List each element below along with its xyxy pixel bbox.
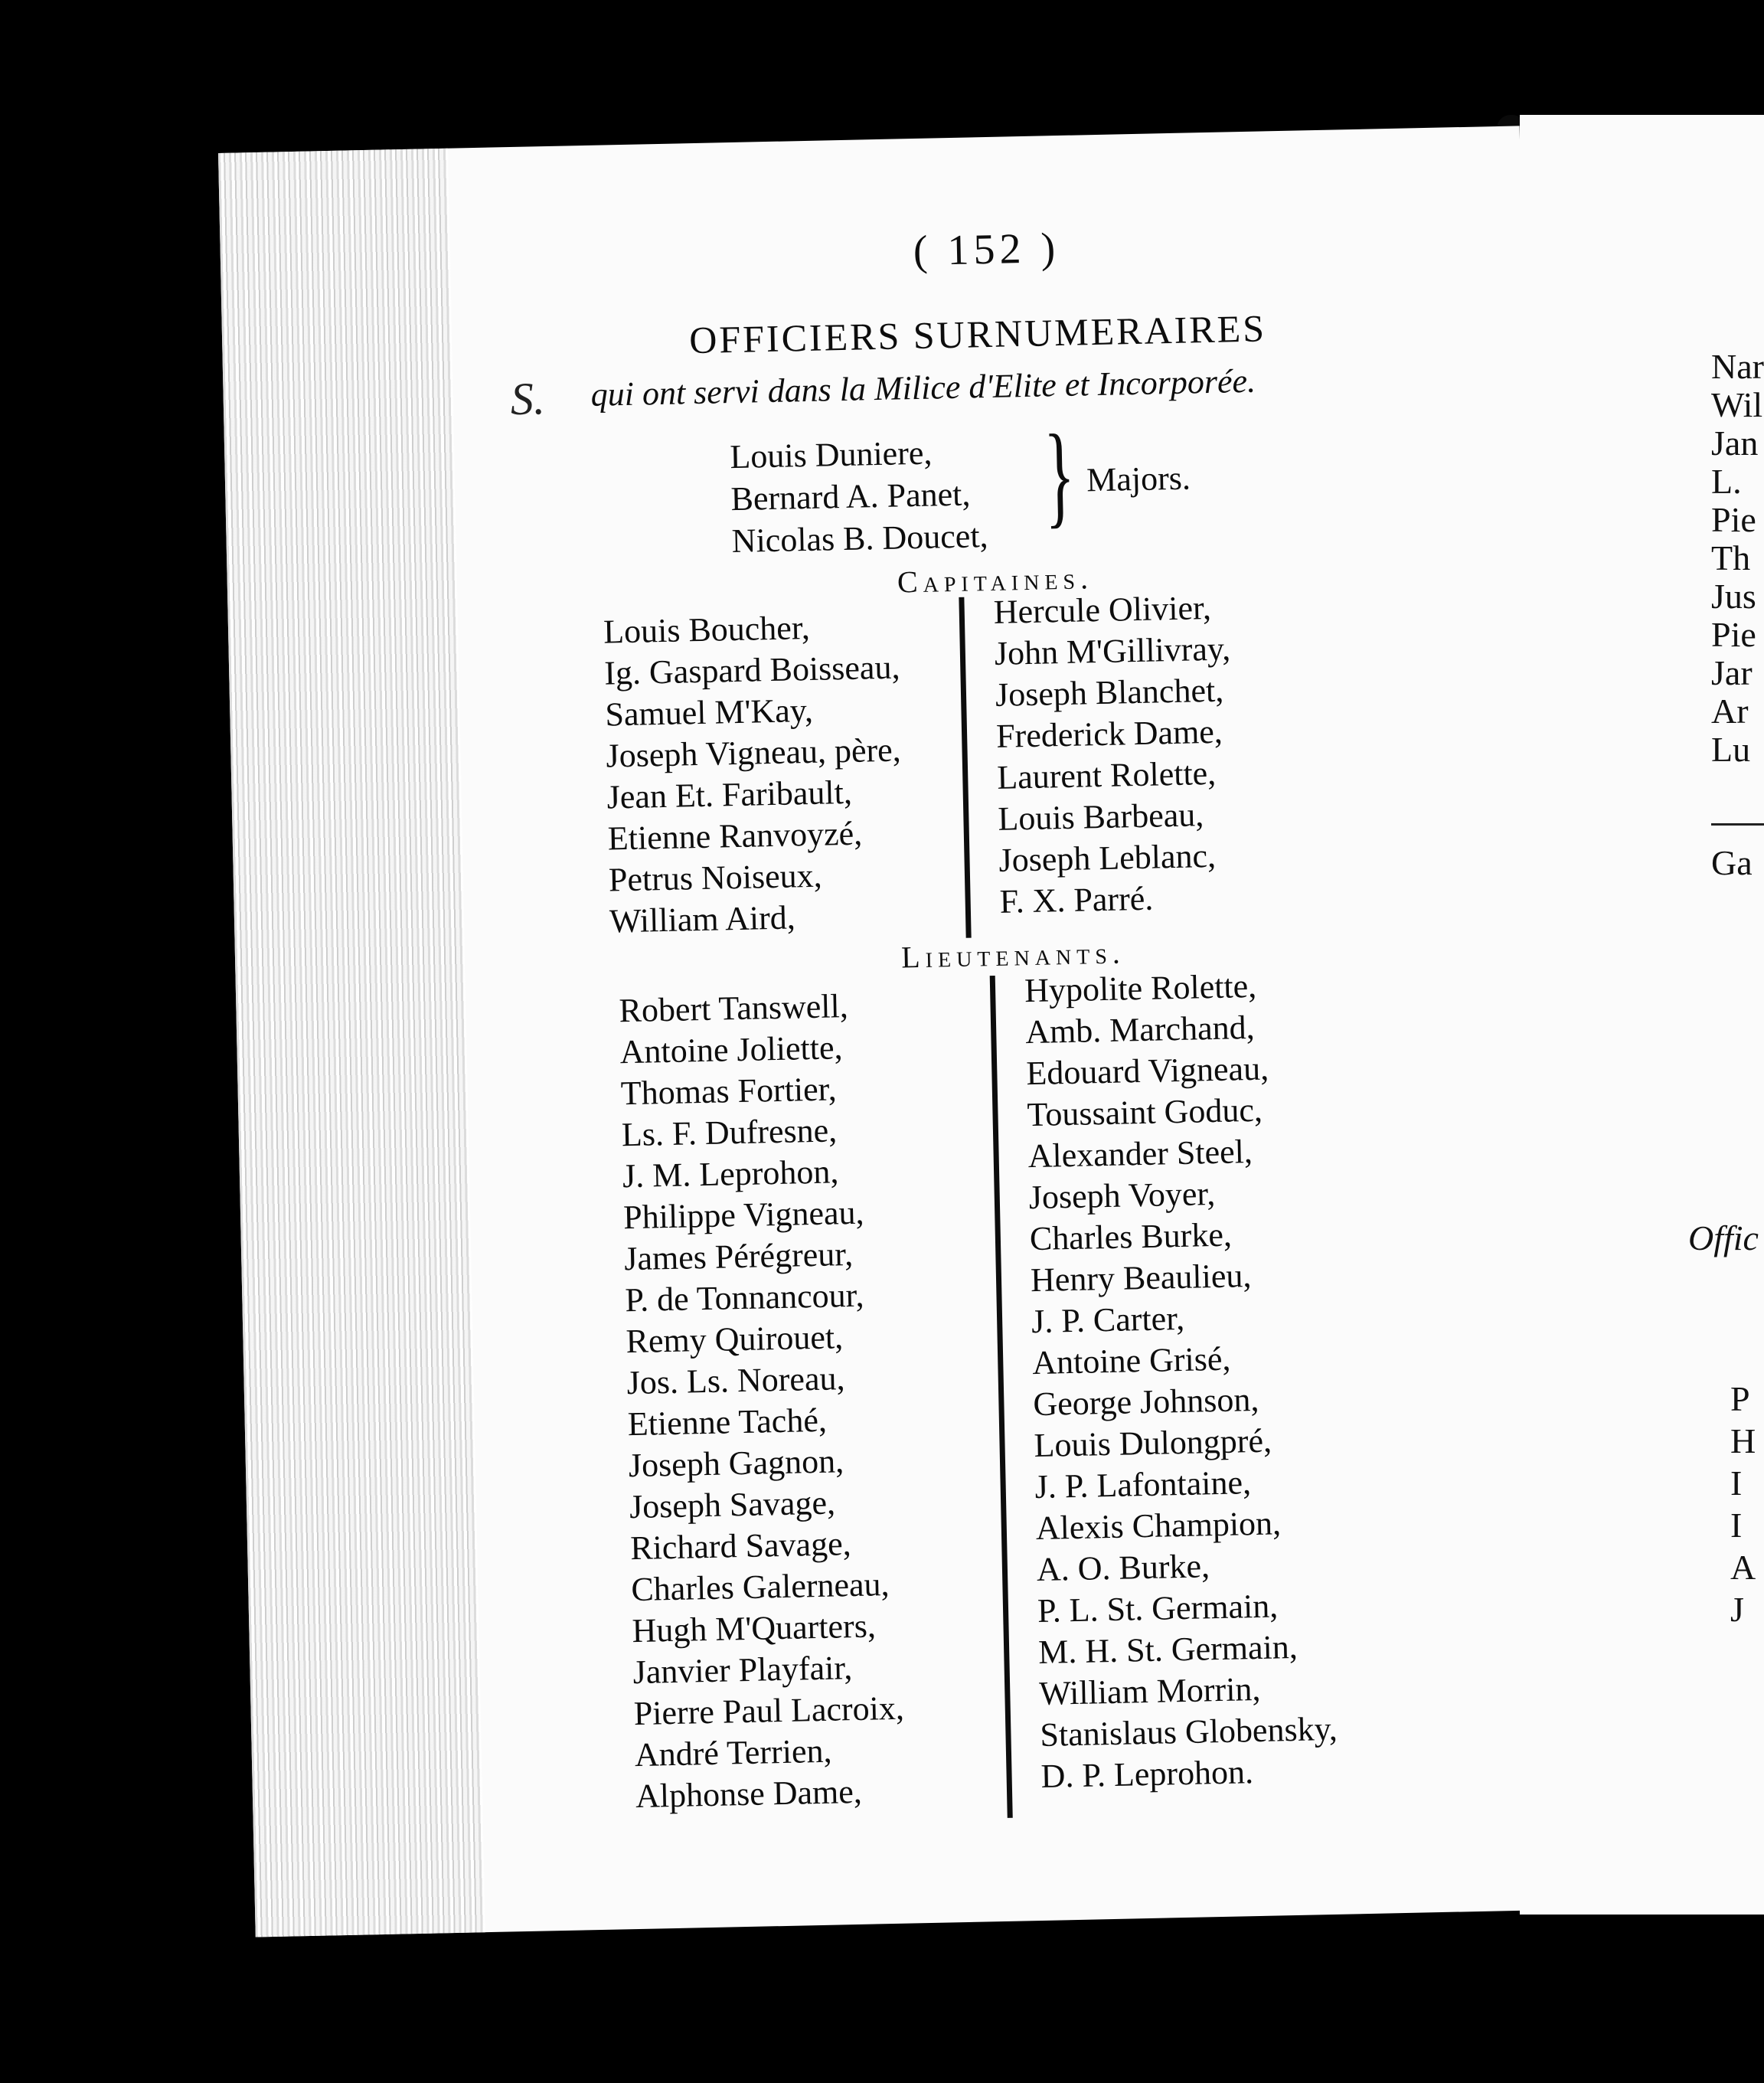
page-subheading: qui ont servi dans la Milice d'Elite et Incorporée. — [590, 361, 1256, 414]
lieutenant-name: Edouard Vigneau, — [1025, 1049, 1269, 1093]
lieutenant-name: Thomas Fortier, — [620, 1070, 838, 1113]
lieutenant-name: Alexander Steel, — [1027, 1133, 1253, 1176]
right-page-fragment: Ar — [1711, 692, 1749, 731]
handwritten-margin-note: S. — [510, 373, 546, 425]
lieutenant-name: Richard Savage, — [629, 1525, 852, 1568]
lieutenant-name: Robert Tanswell, — [619, 987, 849, 1030]
right-page — [1520, 115, 1764, 1915]
capitaine-name: F. X. Parré. — [999, 879, 1154, 921]
right-page-fragment: Jar — [1711, 653, 1753, 692]
major-name: Bernard A. Panet, — [730, 475, 971, 518]
capitaine-name: John M'Gillivray, — [994, 629, 1231, 672]
column-divider — [990, 976, 1013, 1818]
majors-label: Majors. — [1086, 459, 1191, 499]
capitaine-name: Ig. Gaspard Boisseau, — [603, 648, 900, 692]
book-page — [218, 126, 1557, 1937]
lieutenant-name: M. H. St. Germain, — [1037, 1627, 1298, 1671]
lieutenant-name: Alphonse Dame, — [635, 1772, 863, 1816]
section-title-capitaines: Capitaines. — [897, 561, 1094, 600]
lieutenant-name: A. O. Burke, — [1036, 1547, 1210, 1589]
page-heading: OFFICIERS SURNUMERAIRES — [688, 306, 1267, 362]
capitaine-name: Laurent Rolette, — [996, 754, 1217, 796]
lieutenant-name: Joseph Voyer, — [1028, 1175, 1216, 1217]
lieutenant-name: Jos. Ls. Noreau, — [626, 1359, 845, 1402]
lieutenant-name: Toussaint Goduc, — [1027, 1091, 1263, 1134]
right-page-fragment: Th — [1711, 538, 1751, 577]
lieutenant-name: Henry Beaulieu, — [1030, 1257, 1252, 1300]
right-page-fragment: L. — [1711, 462, 1742, 501]
right-page-fragment: Ga — [1711, 843, 1753, 882]
right-page-fragment: Wil — [1711, 385, 1763, 424]
lieutenant-name: P. de Tonnancour, — [624, 1276, 865, 1319]
column-divider — [959, 597, 971, 938]
major-name: Louis Duniere, — [729, 433, 933, 476]
right-page-fragment: A — [1730, 1548, 1756, 1587]
lieutenant-name: J. M. Leprohon, — [622, 1153, 839, 1195]
curly-brace-icon: } — [1043, 410, 1076, 539]
lieutenant-name: Antoine Joliette, — [619, 1028, 843, 1071]
lieutenant-name: P. L. St. Germain, — [1037, 1587, 1279, 1630]
right-page-fragment: Offic — [1688, 1218, 1759, 1257]
lieutenant-name: Hugh M'Quarters, — [632, 1607, 877, 1650]
lieutenant-name: Remy Quirouet, — [626, 1318, 844, 1361]
lieutenant-name: Charles Burke, — [1029, 1215, 1233, 1258]
lieutenant-name: Antoine Grisé, — [1031, 1339, 1231, 1382]
lieutenant-name: J. P. Carter, — [1031, 1299, 1185, 1341]
lieutenant-name: Janvier Playfair, — [632, 1649, 853, 1692]
lieutenant-name: George Johnson, — [1032, 1380, 1259, 1424]
lieutenant-name: Stanislaus Globensky, — [1039, 1709, 1338, 1754]
lieutenant-name: Etienne Taché, — [627, 1401, 828, 1444]
right-page-fragment: I — [1730, 1463, 1743, 1503]
lieutenant-name: Joseph Savage, — [629, 1483, 836, 1526]
capitaine-name: Joseph Vigneau, père, — [606, 731, 902, 775]
right-page-fragment: Nar — [1711, 347, 1764, 386]
page-number: ( 152 ) — [913, 224, 1060, 276]
lieutenant-name: Hypolite Rolette, — [1024, 966, 1257, 1010]
section-title-lieutenants: Lieutenants. — [900, 935, 1126, 975]
lieutenant-name: William Morrin, — [1038, 1669, 1261, 1712]
lieutenant-name: Charles Galerneau, — [630, 1565, 890, 1609]
capitaine-name: Louis Boucher, — [603, 608, 811, 651]
right-page-fragment: Pie — [1711, 615, 1756, 654]
lieutenant-name: Amb. Marchand, — [1024, 1008, 1256, 1051]
page-edge — [218, 149, 485, 1937]
capitaine-name: Frederick Dame, — [995, 712, 1223, 755]
right-page-fragment: J — [1730, 1590, 1744, 1629]
right-page-fragment: Pie — [1711, 500, 1756, 539]
capitaine-name: William Aird, — [609, 898, 796, 940]
right-page-fragment: H — [1730, 1421, 1756, 1460]
capitaine-name: Jean Et. Faribault, — [606, 773, 853, 816]
lieutenant-name: J. P. Lafontaine, — [1034, 1463, 1252, 1506]
right-page-rule — [1711, 823, 1764, 826]
major-name: Nicolas B. Doucet, — [731, 517, 989, 561]
right-page-fragment: Jus — [1711, 577, 1756, 616]
lieutenant-name: André Terrien, — [634, 1731, 832, 1774]
lieutenant-name: Ls. F. Dufresne, — [621, 1111, 838, 1154]
capitaine-name: Samuel M'Kay, — [604, 691, 814, 734]
capitaine-name: Etienne Ranvoyzé, — [607, 814, 863, 858]
capitaine-name: Joseph Blanchet, — [995, 671, 1224, 714]
lieutenant-name: James Pérégreur, — [623, 1234, 854, 1278]
right-page-fragment: P — [1730, 1379, 1750, 1418]
lieutenant-name: Joseph Gagnon, — [628, 1442, 844, 1485]
right-page-fragment: Lu — [1711, 730, 1751, 769]
lieutenant-name: Alexis Champion, — [1035, 1504, 1282, 1548]
right-page-fragment: I — [1730, 1506, 1743, 1545]
capitaine-name: Louis Barbeau, — [997, 796, 1204, 838]
lieutenant-name: Pierre Paul Lacroix, — [633, 1689, 905, 1733]
right-page-fragment: Jan — [1711, 423, 1759, 463]
capitaine-name: Hercule Olivier, — [993, 588, 1212, 631]
lieutenant-name: D. P. Leprohon. — [1040, 1753, 1254, 1795]
capitaine-name: Petrus Noiseux, — [608, 856, 823, 899]
lieutenant-name: Louis Dulongpré, — [1034, 1421, 1272, 1465]
capitaine-name: Joseph Leblanc, — [998, 836, 1217, 879]
lieutenant-name: Philippe Vigneau, — [622, 1193, 864, 1237]
